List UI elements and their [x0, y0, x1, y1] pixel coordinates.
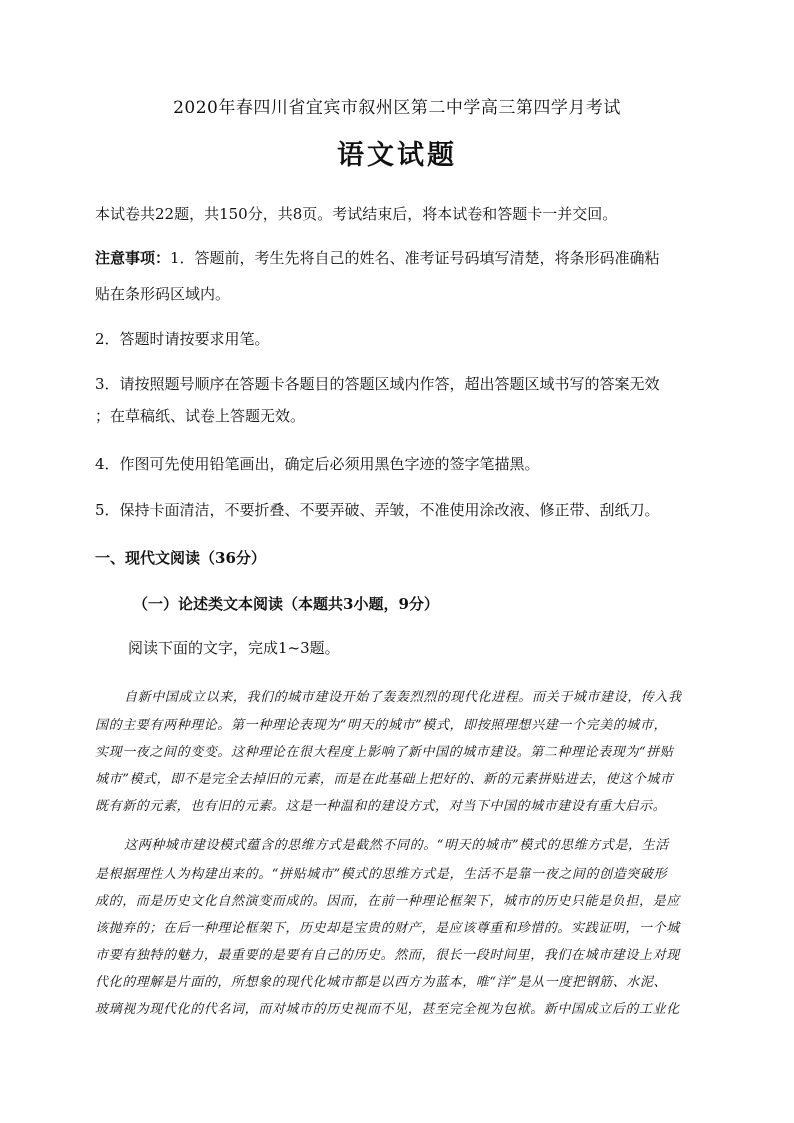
passage-line: 城市”模式，即不是完全去掉旧的元素，而是在此基础上把好的、新的元素拼贴进去，使这个城市: [95, 772, 674, 787]
passage-line: 这两种城市建设模式蕴含的思维方式是截然不同的。“明天的城市”模式的思维方式是，生活: [124, 838, 669, 853]
notice-item-4: 4．作图可先使用铅笔画出，确定后必须用黑色字迹的签字笔描黑。: [95, 455, 540, 473]
section-heading: 一、现代文阅读（36分）: [95, 549, 266, 567]
notice-item-2: 2．答题时请按要求用笔。: [95, 330, 270, 348]
passage-line: 既有新的元素，也有旧的元素。这是一种温和的建设方式，对当下中国的城市建设有重大启示。: [95, 799, 667, 814]
passage-line: 玻璃视为现代化的代名词，而对城市的历史视而不见，甚至完全视为包袱。新中国成立后的工业化: [95, 1002, 680, 1017]
passage-line: 市要有独特的魅力，最重要的是要有自己的历史。然而，很长一段时间里，我们在城市建设上对现: [95, 948, 680, 963]
notice-item-1-text: 1．答题前，考生先将自己的姓名、准考证号码填写清楚，将条形码准确粘: [170, 249, 660, 267]
notice-item-3-continued: ；在草稿纸、试卷上答题无效。: [95, 407, 306, 425]
notice-item-1: [95, 247, 715, 268]
passage-line: 该抛弃的；在后一种理论框架下，历史却是宝贵的财产，是应该尊重和珍惜的。实践证明，一个城: [95, 921, 680, 936]
passage-line: 成的，而是历史文化自然演变而成的。因而，在前一种理论框架下，城市的历史只能是负担，是应: [95, 894, 680, 909]
passage-line: 国的主要有两种理论。第一种理论表现为“明天的城市”模式，即按照理想兴建一个完美的城市，: [95, 718, 668, 733]
notice-item-5: 5．保持卡面清洁，不要折叠、不要弄破、弄皱，不准使用涂改液、修正带、刮纸刀。: [95, 501, 660, 519]
exam-subtitle: 语文试题: [337, 140, 457, 171]
exam-title: 2020年春四川省宜宾市叙州区第二中学高三第四学月考试: [173, 98, 621, 118]
exam-summary: 本试卷共22题，共150分，共8页。考试结束后，将本试卷和答题卡一并交回。: [95, 205, 618, 223]
notice-item-3: 3．请按照题号顺序在答题卡各题目的答题区域内作答，超出答题区域书写的答案无效: [95, 375, 660, 393]
notice-item-1-continued: 贴在条形码区域内。: [95, 285, 231, 303]
passage-line: 是根据理性人为构建出来的。“拼贴城市”模式的思维方式是，生活不是靠一夜之间的创造突破形: [95, 867, 668, 882]
passage-line: 代化的理解是片面的，所想象的现代化城市都是以西方为蓝本，唯“洋”是从一度把钢筋、水泥、: [95, 975, 668, 990]
passage-line: 实现一夜之间的变变。这种理论在很大程度上影响了新中国的城市建设。第二种理论表现为“拼贴: [95, 745, 674, 760]
notice-label: 注意事项：: [95, 249, 171, 267]
passage-line: 自新中国成立以来，我们的城市建设开始了轰轰烈烈的现代化进程。而关于城市建设，传入我: [124, 690, 682, 705]
reading-instruction: 阅读下面的文字，完成1~3题。: [128, 639, 340, 657]
subsection-heading: （一）论述类文本阅读（本题共3小题，9分）: [133, 595, 439, 613]
